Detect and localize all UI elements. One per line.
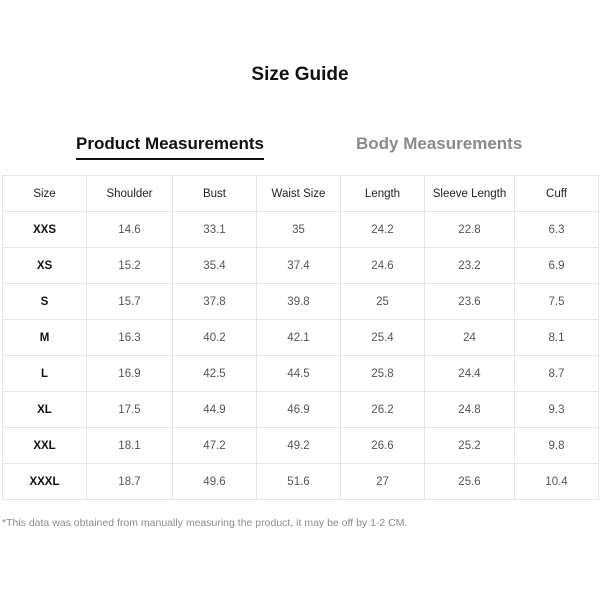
table-cell: 25 bbox=[341, 284, 425, 320]
table-cell: 15.7 bbox=[87, 284, 173, 320]
table-cell: 39.8 bbox=[257, 284, 341, 320]
table-row bbox=[3, 464, 599, 500]
table-cell: 24.2 bbox=[341, 212, 425, 248]
table-cell: 8.7 bbox=[515, 356, 599, 392]
table-cell: 18.7 bbox=[87, 464, 173, 500]
table-cell: 27 bbox=[341, 464, 425, 500]
column-header-bust: Bust bbox=[173, 176, 257, 212]
table-cell: 24 bbox=[425, 320, 515, 356]
table-cell: 42.5 bbox=[173, 356, 257, 392]
table-cell: 25.2 bbox=[425, 428, 515, 464]
tab-body-measurements[interactable]: Body Measurements bbox=[356, 134, 523, 153]
size-cell: L bbox=[3, 356, 87, 392]
table-cell: 37.8 bbox=[173, 284, 257, 320]
column-header-length: Length bbox=[341, 176, 425, 212]
table-cell: 33.1 bbox=[173, 212, 257, 248]
table-cell: 23.6 bbox=[425, 284, 515, 320]
table-cell: 6.9 bbox=[515, 248, 599, 284]
measurement-disclaimer: *This data was obtained from manually measuring the product, it may be off by 1-2 CM. bbox=[2, 517, 408, 529]
table-cell: 42.1 bbox=[257, 320, 341, 356]
column-header-shoulder: Shoulder bbox=[87, 176, 173, 212]
table-cell: 49.6 bbox=[173, 464, 257, 500]
table-cell: 35 bbox=[257, 212, 341, 248]
table-cell: 18.1 bbox=[87, 428, 173, 464]
table-cell: 25.8 bbox=[341, 356, 425, 392]
table-cell: 10.4 bbox=[515, 464, 599, 500]
table-row bbox=[3, 320, 599, 356]
table-cell: 26.6 bbox=[341, 428, 425, 464]
size-table bbox=[2, 175, 599, 500]
table-cell: 7.5 bbox=[515, 284, 599, 320]
table-row bbox=[3, 212, 599, 248]
table-cell: 16.3 bbox=[87, 320, 173, 356]
table-cell: 37.4 bbox=[257, 248, 341, 284]
size-cell: XS bbox=[3, 248, 87, 284]
table-row bbox=[3, 284, 599, 320]
table-cell: 44.5 bbox=[257, 356, 341, 392]
tab-product-measurements[interactable]: Product Measurements bbox=[76, 134, 264, 160]
size-cell: XL bbox=[3, 392, 87, 428]
table-cell: 35.4 bbox=[173, 248, 257, 284]
table-cell: 8.1 bbox=[515, 320, 599, 356]
table-header-row bbox=[3, 176, 599, 212]
table-row bbox=[3, 248, 599, 284]
table-cell: 44.9 bbox=[173, 392, 257, 428]
table-cell: 16.9 bbox=[87, 356, 173, 392]
table-cell: 46.9 bbox=[257, 392, 341, 428]
table-cell: 17.5 bbox=[87, 392, 173, 428]
column-header-waist-size: Waist Size bbox=[257, 176, 341, 212]
table-cell: 6.3 bbox=[515, 212, 599, 248]
size-cell: XXL bbox=[3, 428, 87, 464]
table-cell: 24.4 bbox=[425, 356, 515, 392]
size-cell: S bbox=[3, 284, 87, 320]
table-row bbox=[3, 356, 599, 392]
size-cell: XXXL bbox=[3, 464, 87, 500]
table-cell: 22.8 bbox=[425, 212, 515, 248]
table-cell: 15.2 bbox=[87, 248, 173, 284]
table-cell: 14.6 bbox=[87, 212, 173, 248]
table-row bbox=[3, 392, 599, 428]
column-header-cuff: Cuff bbox=[515, 176, 599, 212]
page-title: Size Guide bbox=[251, 64, 349, 85]
table-cell: 26.2 bbox=[341, 392, 425, 428]
size-cell: M bbox=[3, 320, 87, 356]
table-cell: 9.3 bbox=[515, 392, 599, 428]
table-cell: 25.4 bbox=[341, 320, 425, 356]
table-cell: 24.6 bbox=[341, 248, 425, 284]
table-cell: 25.6 bbox=[425, 464, 515, 500]
measurement-tabs bbox=[0, 134, 600, 164]
table-cell: 9.8 bbox=[515, 428, 599, 464]
table-cell: 49.2 bbox=[257, 428, 341, 464]
table-row bbox=[3, 428, 599, 464]
column-header-size: Size bbox=[3, 176, 87, 212]
table-cell: 51.6 bbox=[257, 464, 341, 500]
table-cell: 40.2 bbox=[173, 320, 257, 356]
table-cell: 23.2 bbox=[425, 248, 515, 284]
table-cell: 24.8 bbox=[425, 392, 515, 428]
table-cell: 47.2 bbox=[173, 428, 257, 464]
column-header-sleeve-length: Sleeve Length bbox=[425, 176, 515, 212]
size-cell: XXS bbox=[3, 212, 87, 248]
